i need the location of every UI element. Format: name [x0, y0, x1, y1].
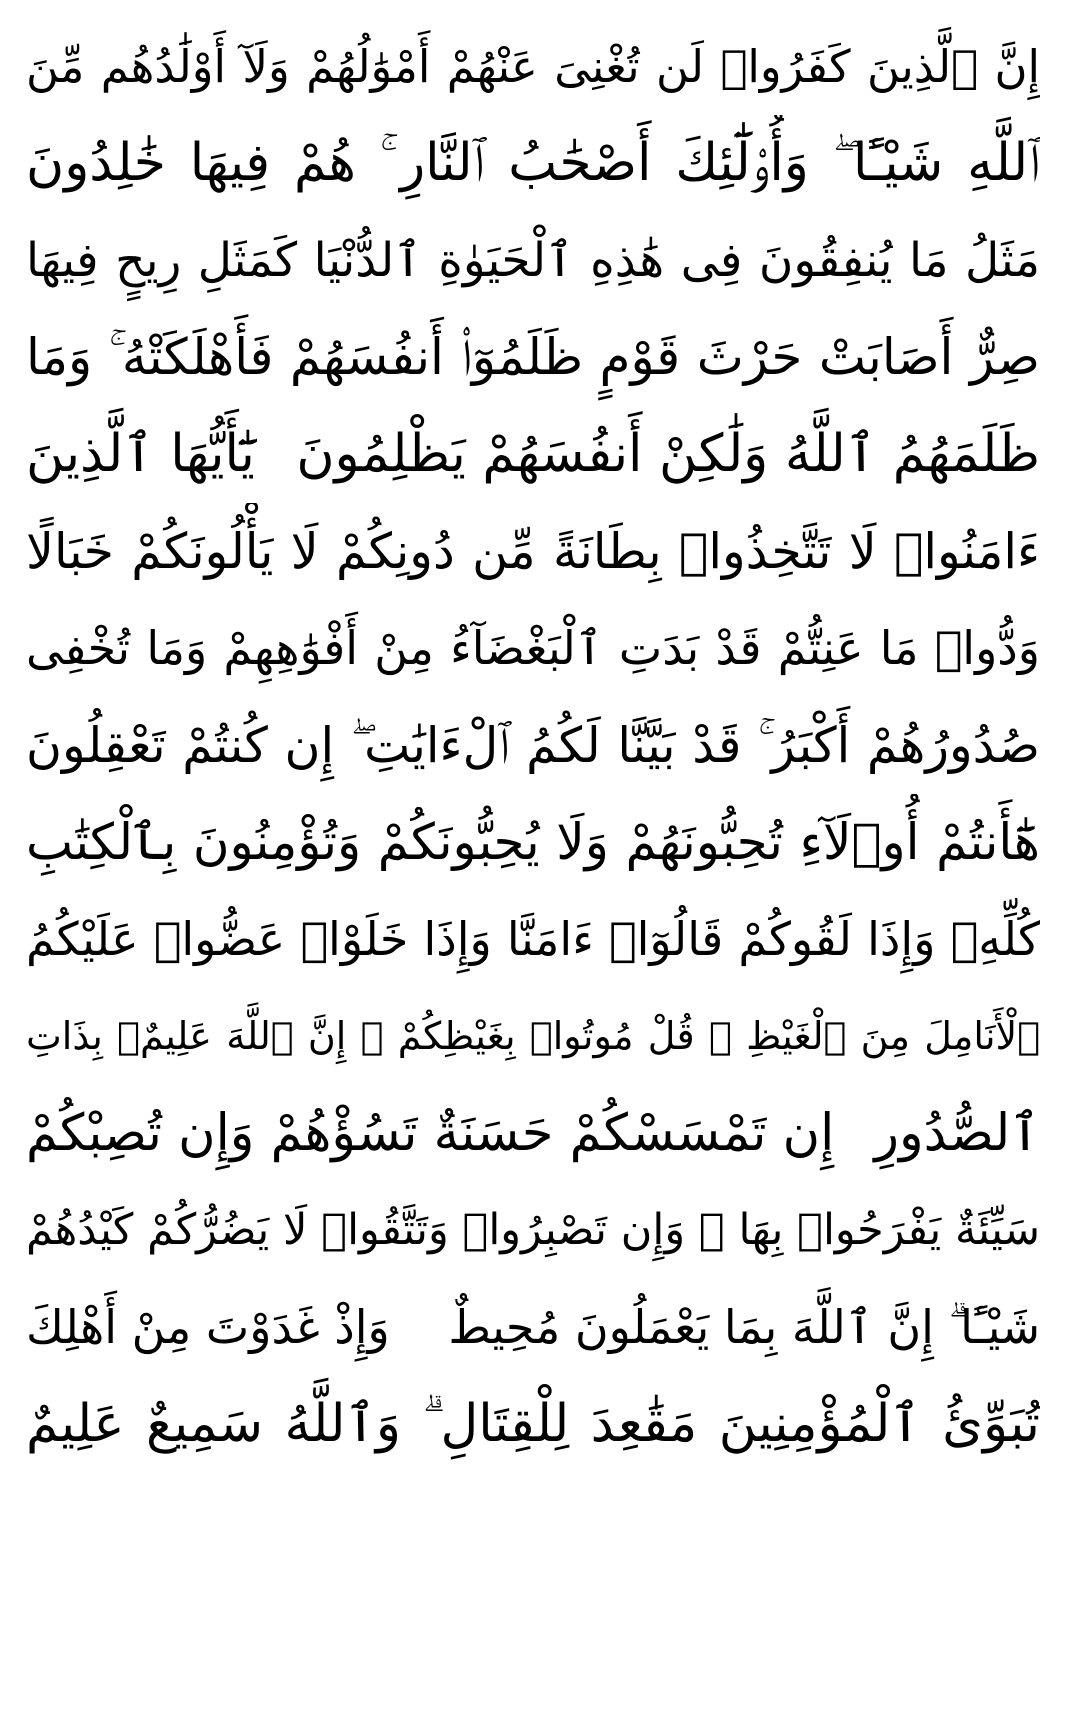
text-line-12-verse-start: إِن تَمْسَسْكُمْ حَسَنَةٌ تَسُؤْهُمْ وَإِن تُصِبْكُمْ: [26, 1104, 835, 1163]
text-line-7: وَدُّوا۟ مَا عَنِتُّمْ قَدْ بَدَتِ ٱلْبَغْضَآءُ مِنْ أَفْوَٰهِهِمْ وَمَا تُخْفِى: [26, 621, 1040, 675]
text-line-5-verse-start: يَٰٓأَيُّهَا ٱلَّذِينَ: [26, 424, 255, 484]
text-line-14-verse-end: شَيْـًٔا ۗ إِنَّ ٱللَّهَ بِمَا يَعْمَلُونَ مُحِيطٌ: [448, 1300, 1040, 1354]
text-line-14-verse-start: وَإِذْ غَدَوْتَ مِنْ أَهْلِكَ: [26, 1300, 390, 1354]
text-line-5-verse-end: ظَلَمَهُمُ ٱللَّهُ وَلَٰكِنْ أَنفُسَهُمْ يَظْلِمُونَ: [296, 424, 1040, 484]
text-line-9: هَٰٓأَنتُمْ أُو۟لَآءِ تُحِبُّونَهُمْ وَلَا يُحِبُّونَكُمْ وَتُؤْمِنُونَ بِٱلْكِتَٰبِ: [26, 813, 1040, 871]
text-line-14: [26, 1279, 1040, 1376]
text-line-5: [26, 406, 1040, 503]
text-line-2: ٱللَّهِ شَيْـًٔا ۖ وَأُو۟لَٰٓئِكَ أَصْحَٰبُ ٱلنَّارِ ۚ هُمْ فِيهَا خَٰلِدُونَ: [26, 133, 1040, 193]
text-line-10: كُلِّهِۦ وَإِذَا لَقُوكُمْ قَالُوٓا۟ ءَامَنَّا وَإِذَا خَلَوْا۟ عَضُّوا۟ عَلَيْكُمُ: [26, 912, 1040, 966]
text-line-11: ٱلْأَنَامِلَ مِنَ ٱلْغَيْظِ ۚ قُلْ مُوتُوا۟ بِغَيْظِكُمْ ۗ إِنَّ ٱللَّهَ عَلِيمٌۢ بِذَاتِ: [26, 1014, 1040, 1058]
text-line-8: صُدُورُهُمْ أَكْبَرُ ۚ قَدْ بَيَّنَّا لَكُمُ ٱلْءَايَٰتِ ۖ إِن كُنتُمْ تَعْقِلُونَ: [26, 717, 1040, 774]
text-line-1: إِنَّ ٱلَّذِينَ كَفَرُوا۟ لَن تُغْنِىَ عَنْهُمْ أَمْوَٰلُهُمْ وَلَآ أَوْلَٰدُهُم مِّنَ: [26, 40, 1040, 93]
text-line-13: سَيِّئَةٌ يَفْرَحُوا۟ بِهَا ۖ وَإِن تَصْبِرُوا۟ وَتَتَّقُوا۟ لَا يَضُرُّكُمْ كَيْدُهُمْ: [26, 1205, 1040, 1255]
text-line-12-verse-end: ٱلصُّدُورِ: [874, 1104, 1040, 1163]
text-line-3: مَثَلُ مَا يُنفِقُونَ فِى هَٰذِهِ ٱلْحَيَوٰةِ ٱلدُّنْيَا كَمَثَلِ رِيحٍ فِيهَا: [26, 233, 1040, 288]
text-line-4: صِرٌّ أَصَابَتْ حَرْثَ قَوْمٍ ظَلَمُوٓا۟ أَنفُسَهُمْ فَأَهْلَكَتْهُ ۚ وَمَا: [26, 328, 1040, 386]
text-line-15: تُبَوِّئُ ٱلْمُؤْمِنِينَ مَقَٰعِدَ لِلْقِتَالِ ۗ وَٱللَّهُ سَمِيعٌ عَلِيمٌ: [26, 1394, 1040, 1454]
text-line-12: [26, 1085, 1040, 1182]
text-line-6: ءَامَنُوا۟ لَا تَتَّخِذُوا۟ بِطَانَةً مِّن دُونِكُمْ لَا يَأْلُونَكُمْ خَبَالًا: [26, 523, 1040, 580]
